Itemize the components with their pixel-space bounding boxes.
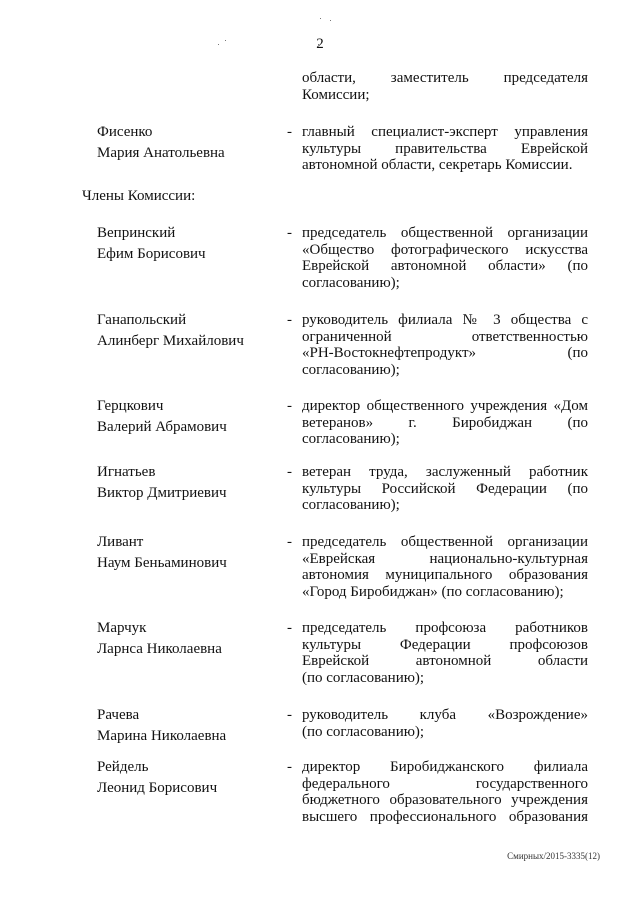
description-line: «Город Биробиджан» (по согласованию); [302,583,564,600]
member-description [302,707,588,740]
member-name [97,310,287,351]
description-line: согласованию); [302,274,400,291]
description-line: ветеран труда, заслуженный работник [302,464,588,480]
member-name [97,532,287,573]
secretary-name [97,122,287,163]
description-line: согласованию); [302,361,400,378]
members-heading: Члены Комиссии: [82,188,196,204]
entry-dash: - [287,707,292,723]
member-surname: Марчук [97,620,147,636]
continuation-line: Комиссии; [302,86,370,103]
member-description [302,312,588,378]
member-description [302,225,588,291]
member-surname: Рейдель [97,759,149,775]
entry-dash: - [287,398,292,414]
scan-speck [330,20,331,21]
document-footer-code: Смирных/2015-3335(12) [507,851,600,861]
description-line: директор общественного учреждения «Дом [302,398,588,414]
member-description [302,464,588,514]
member-name [97,705,287,746]
description-line: руководитель клуба «Возрождение» [302,707,588,723]
member-surname: Ливант [97,534,144,550]
continuation-lines [302,70,588,103]
description-line: (по согласованию); [302,669,425,686]
member-description [302,534,588,600]
description-line: председатель общественной организации [302,225,588,241]
description-line: культуры Российской Федерации (по [302,480,588,497]
secretary-description [302,124,588,174]
description-line: председатель профсоюза работников [302,620,588,636]
secretary-surname: Фисенко [97,124,153,140]
description-line: высшего профессионального образования [302,808,588,825]
description-line: председатель общественной организации [302,534,588,550]
entry-dash: - [287,620,292,636]
description-line: автономия муниципального образования [302,567,588,583]
entry-dash: - [287,225,292,241]
description-line: автономной области, секретарь Комиссии. [302,157,573,173]
member-surname: Рачева [97,707,140,723]
page-number: 2 [316,36,324,52]
continuation-line: области, заместитель председателя [302,70,588,86]
member-given-name: Наум Беньаминович [97,554,227,571]
description-line: Еврейской автономной области [302,653,588,669]
member-surname: Вепринский [97,225,176,241]
entry-dash: - [287,124,292,140]
description-line: (по согласованию); [302,723,425,740]
entry-dash: - [287,759,292,775]
description-line: согласованию); [302,431,400,447]
member-name [97,462,287,503]
member-description [302,759,588,825]
secretary-given-name: Мария Анатольевна [97,144,225,161]
entry-dash: - [287,534,292,550]
member-given-name: Валерий Абрамович [97,418,227,435]
description-line: «Общество фотографического искусства [302,241,588,258]
description-line: культуры правительства Еврейской [302,140,588,157]
description-line: Еврейской автономной области» (по [302,258,588,274]
member-given-name: Леонид Борисович [97,779,218,796]
member-given-name: Марина Николаевна [97,727,227,744]
member-surname: Герцкович [97,398,164,414]
continuation-text [302,70,588,103]
description-line: ограниченной ответственностью [302,328,588,345]
description-line: согласованию); [302,497,400,513]
description-line: федерального государственного [302,775,588,792]
description-line: «Еврейская национально-культурная [302,550,588,567]
description-line: «РН-Востокнефтепродукт» (по [302,345,588,361]
member-description [302,398,588,448]
member-name [97,223,287,264]
description-line: бюджетного образовательного учреждения [302,792,588,808]
entry-dash: - [287,464,292,480]
member-given-name: Ларнса Николаевна [97,640,222,657]
member-given-name: Виктор Дмитриевич [97,484,227,501]
member-given-name: Ефим Борисович [97,245,206,262]
member-name [97,396,287,437]
member-description [302,620,588,686]
description-line: главный специалист-эксперт управления [302,124,588,140]
member-name [97,757,287,798]
description-line: директор Биробиджанского филиала [302,759,588,775]
scan-speck [320,18,321,19]
member-name [97,618,287,659]
description-line: ветеранов» г. Биробиджан (по [302,414,588,431]
member-surname: Игнатьев [97,464,156,480]
entry-dash: - [287,312,292,328]
description-line: руководитель филиала № 3 общества с [302,312,588,328]
description-line: культуры Федерации профсоюзов [302,636,588,653]
member-surname: Ганапольский [97,312,187,328]
member-given-name: Алинберг Михайлович [97,332,244,349]
